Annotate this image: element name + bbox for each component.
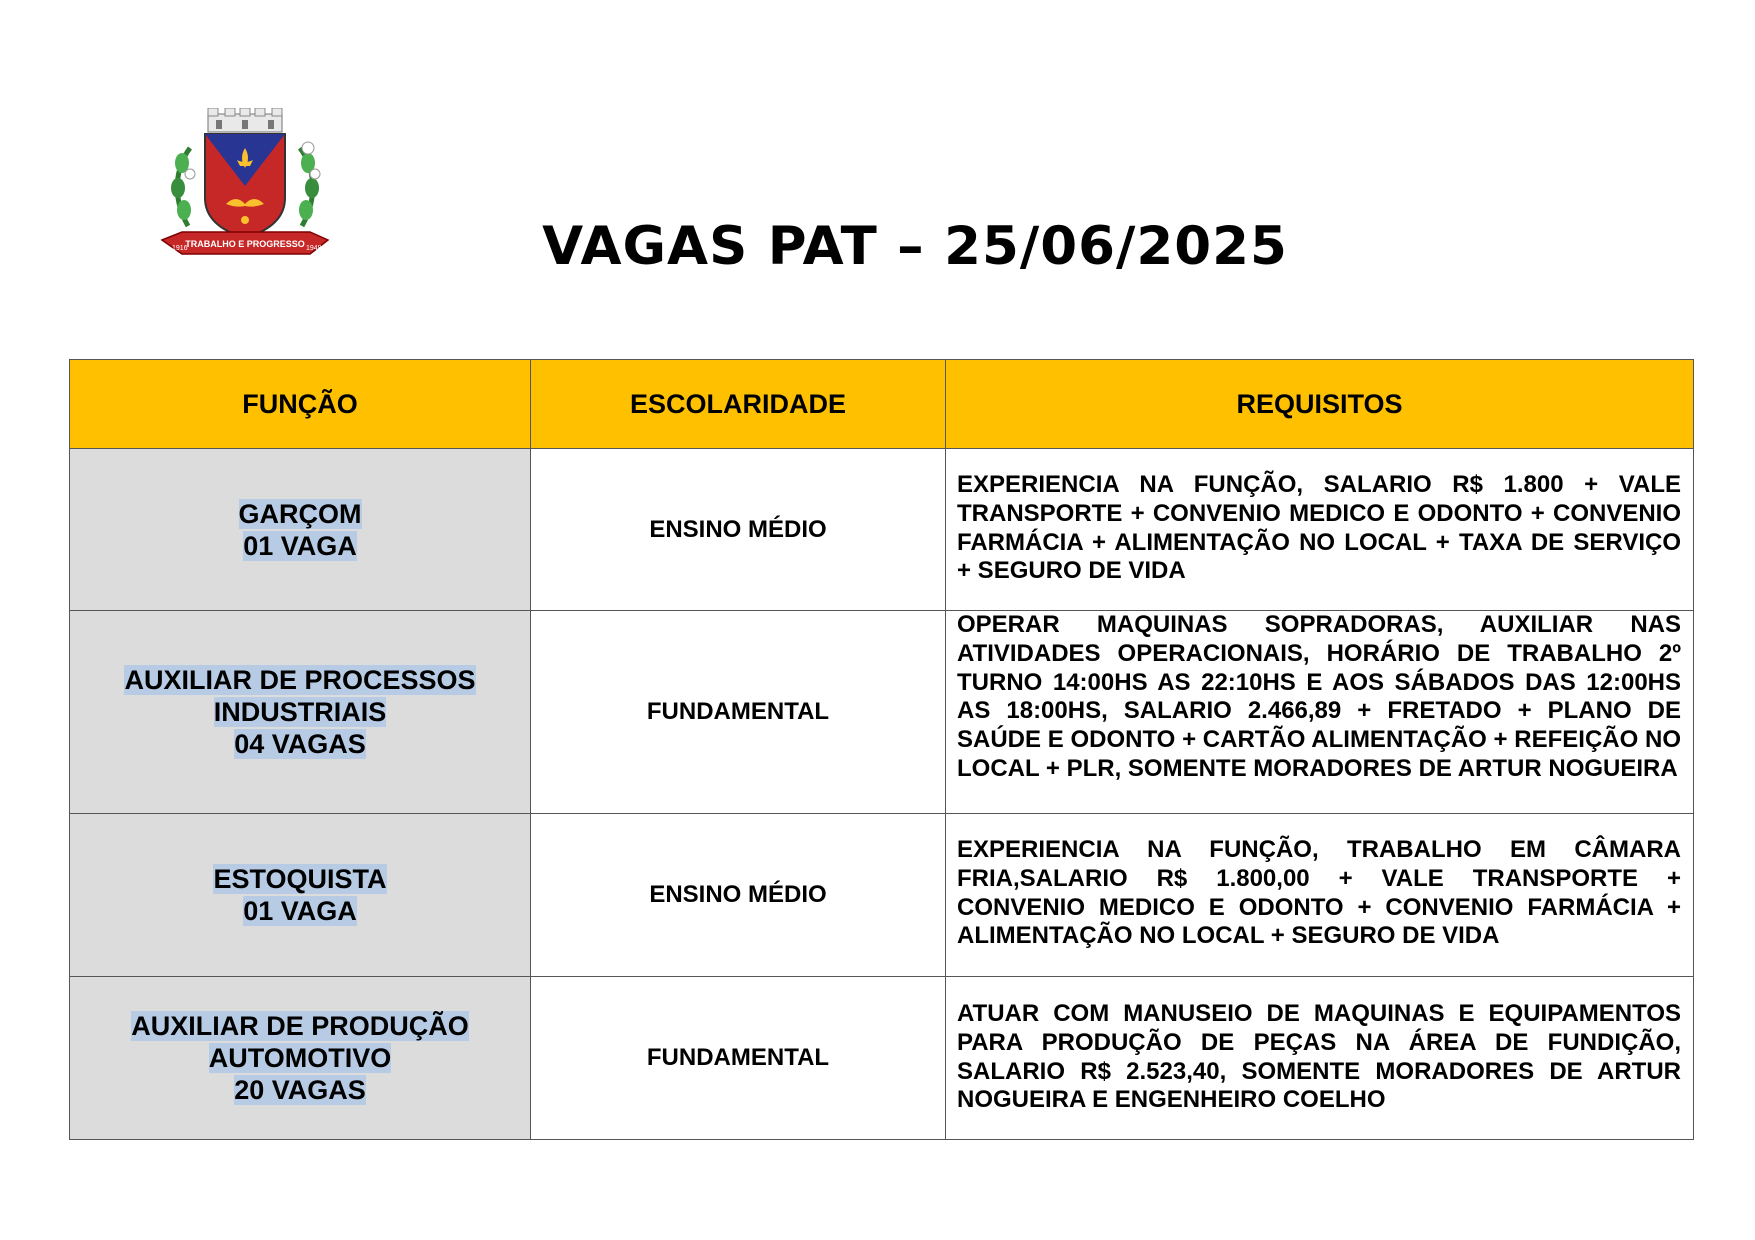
funcao-cell bbox=[70, 814, 531, 977]
funcao-title-cont: INDUSTRIAIS bbox=[213, 697, 387, 727]
funcao-title: ESTOQUISTA bbox=[213, 864, 387, 894]
column-header-funcao: FUNÇÃO bbox=[70, 360, 531, 449]
funcao-vagas: 20 VAGAS bbox=[234, 1075, 366, 1105]
funcao-vagas: 01 VAGA bbox=[243, 896, 357, 926]
table-header-row bbox=[70, 360, 1694, 449]
requisitos-cell: ATUAR COM MANUSEIO DE MAQUINAS E EQUIPAMENTOS PARA PRODUÇÃO DE PEÇAS NA ÁREA DE FUNDIÇÃO, SALARIO R$ 2.523,40, SOMENTE MORADORES DE ARTUR NOGUEIRA E ENGENHEIRO COELHO bbox=[946, 977, 1694, 1140]
funcao-title: AUXILIAR DE PRODUÇÃO bbox=[131, 1011, 469, 1041]
funcao-cell bbox=[70, 977, 531, 1140]
job-vacancies-table bbox=[69, 359, 1694, 1140]
table-row bbox=[70, 814, 1694, 977]
escolaridade-cell: ENSINO MÉDIO bbox=[531, 814, 946, 977]
funcao-vagas: 04 VAGAS bbox=[234, 729, 366, 759]
svg-text:TRABALHO E PROGRESSO: TRABALHO E PROGRESSO bbox=[185, 239, 305, 249]
funcao-title: GARÇOM bbox=[238, 498, 362, 529]
page-title: VAGAS PAT – 25/06/2025 bbox=[542, 216, 1288, 277]
funcao-title-cont: AUTOMOTIVO bbox=[208, 1043, 392, 1073]
escolaridade-cell: ENSINO MÉDIO bbox=[531, 449, 946, 611]
requisitos-cell: EXPERIENCIA NA FUNÇÃO, TRABALHO EM CÂMARA FRIA,SALARIO R$ 1.800,00 + VALE TRANSPORTE + CONVENIO MEDICO E ODONTO + CONVENIO FARMÁCIA + ALIMENTAÇÃO NO LOCAL + SEGURO DE VIDA bbox=[946, 814, 1694, 977]
table-row bbox=[70, 449, 1694, 611]
funcao-title: AUXILIAR DE PROCESSOS bbox=[124, 665, 476, 695]
svg-text:1916: 1916 bbox=[172, 245, 188, 252]
column-header-escolaridade: ESCOLARIDADE bbox=[531, 360, 946, 449]
table-row bbox=[70, 977, 1694, 1140]
funcao-cell bbox=[70, 611, 531, 814]
funcao-cell bbox=[70, 449, 531, 611]
table-row bbox=[70, 611, 1694, 814]
column-header-requisitos: REQUISITOS bbox=[946, 360, 1694, 449]
requisitos-cell: EXPERIENCIA NA FUNÇÃO, SALARIO R$ 1.800 + VALE TRANSPORTE + CONVENIO MEDICO E ODONTO + CONVENIO FARMÁCIA + ALIMENTAÇÃO NO LOCAL + TAXA DE SERVIÇO + SEGURO DE VIDA bbox=[946, 449, 1694, 611]
svg-text:1948: 1948 bbox=[306, 245, 322, 252]
requisitos-cell: OPERAR MAQUINAS SOPRADORAS, AUXILIAR NAS ATIVIDADES OPERACIONAIS, HORÁRIO DE TRABALHO 2º TURNO 14:00HS AS 22:10HS E AOS SÁBADOS DAS 12:00HS AS 18:00HS, SALARIO 2.466,89 + FRETADO + PLANO DE SAÚDE E ODONTO + CARTÃO ALIMENTAÇÃO + REFEIÇÃO NO LOCAL + PLR, SOMENTE MORADORES DE ARTUR NOGUEIRA bbox=[946, 611, 1694, 814]
escolaridade-cell: FUNDAMENTAL bbox=[531, 611, 946, 814]
funcao-vagas: 01 VAGA bbox=[243, 530, 357, 561]
escolaridade-cell: FUNDAMENTAL bbox=[531, 977, 946, 1140]
